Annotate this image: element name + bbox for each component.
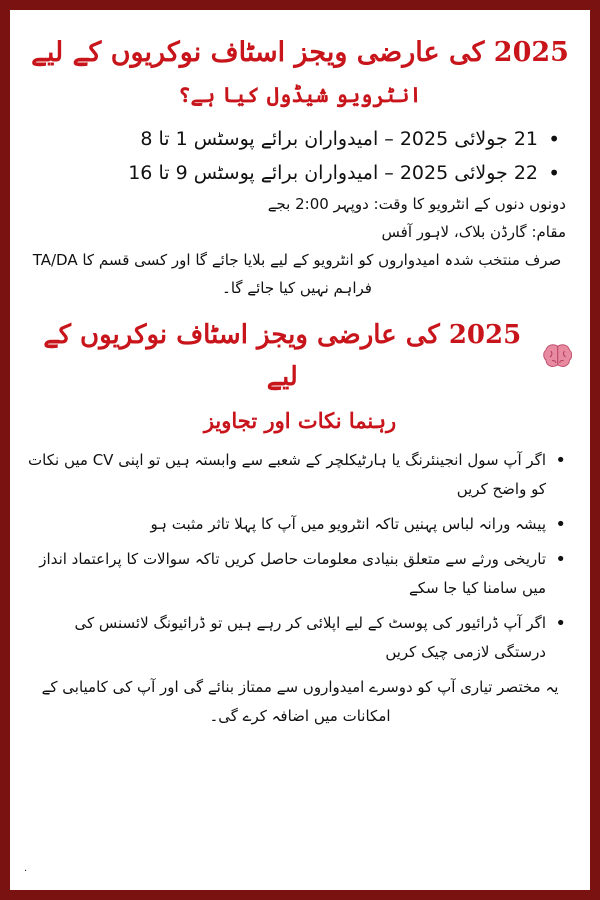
interview-schedule-title: 2025 کی عارضی ویجز اسٹاف نوکریوں کے لیے [31, 37, 569, 68]
interview-venue: مقام: گارڈن بلاک، لاہور آفس [381, 223, 566, 241]
schedule-item: • 21 جولائی 2025 – امیدواران برائے پوسٹس 1 تا 8 [28, 122, 564, 156]
schedule-item: • 22 جولائی 2025 – امیدواران برائے پوسٹس 9 تا 16 [28, 156, 564, 190]
interview-schedule-subtitle: انٹرویو شیڈول کیا ہے؟ [178, 82, 422, 107]
tip-item: • اگر آپ سول انجینئرنگ یا ہارٹیکلچر کے شعبے سے وابستہ ہیں تو اپنی CV میں نکات کو واضح کریں [28, 446, 568, 504]
schedule-list [28, 122, 572, 190]
tips-title-row [28, 314, 572, 398]
brain-icon [543, 343, 572, 369]
tips-title: 2025 کی عارضی ویجز اسٹاف نوکریوں کے لیے [43, 320, 522, 392]
end-mark: . [24, 863, 28, 874]
tips-list [28, 446, 572, 667]
tip-item: • تاریخی ورثے سے متعلق بنیادی معلومات حاصل کریں تاکہ سوالات کا پراعتماد انداز میں سامنا کیا جا سکے [28, 545, 568, 603]
selection-note: صرف منتخب شدہ امیدواروں کو انٹرویو کے لیے بلایا جائے گا اور کسی قسم کا TA/DA فراہم نہیں کیا جائے گا۔ [32, 251, 562, 297]
tip-item: • پیشہ ورانہ لباس پہنیں تاکہ انٹرویو میں آپ کا پہلا تاثر مثبت ہو [28, 510, 568, 539]
tip-item: • اگر آپ ڈرائیور کی پوسٹ کے لیے اپلائی کر رہے ہیں تو ڈرائیونگ لائسنس کی درستگی لازمی چیک کریں [28, 609, 568, 667]
document-card [10, 10, 590, 890]
closing-note: یہ مختصر تیاری آپ کو دوسرے امیدواروں سے ممتاز بنائے گی اور آپ کی کامیابی کے امکانات میں اضافہ کرے گی۔ [41, 678, 559, 725]
interview-time: دونوں دنوں کے انٹرویو کا وقت: دوپہر 2:00 بجے [267, 195, 566, 213]
tips-subtitle: رہنما نکات اور تجاویز [203, 408, 397, 433]
